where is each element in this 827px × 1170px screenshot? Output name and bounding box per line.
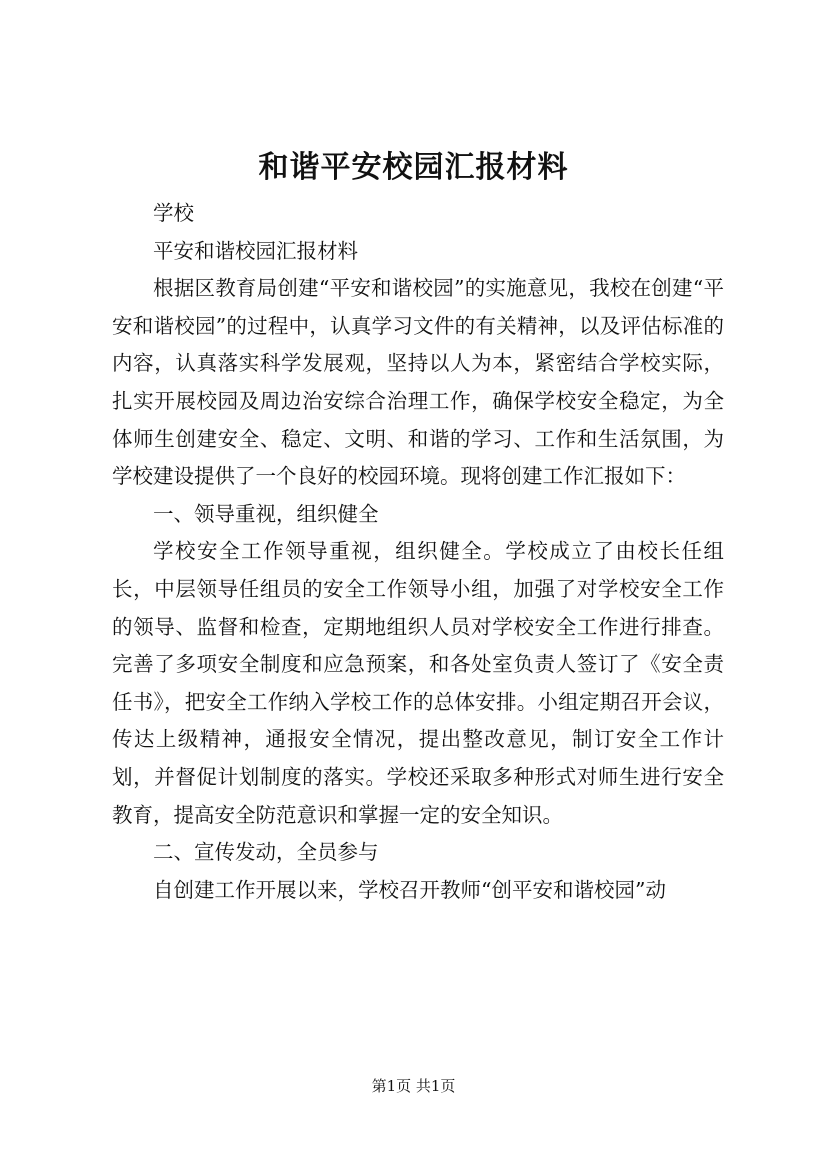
paragraph-subtitle: 平安和谐校园汇报材料	[153, 238, 358, 263]
page-footer: 第1页 共1页	[371, 1077, 456, 1095]
paragraph-intro: 根据区教育局创建“平安和谐校园”的实施意见，我校在创建“平安和谐校园”的过程中，认真学习文件的有关精神，以及评估标准的内容，认真落实科学发展观，坚持以人为本，紧密结合学校实际，扎实开展校园及周边治安综合治理工作，确保学校安全稳定，为全体师生创建安全、稳定、文明、和谐的学习、工作和生活氛围，为学校建设提供了一个良好的校园环境。现将创建工作汇报如下：	[112, 276, 724, 489]
document-title: 和谐平安校园汇报材料	[258, 150, 569, 185]
document-body	[112, 195, 724, 909]
paragraph-school: 学校	[153, 201, 194, 225]
section-heading-1: 一、领导重视，组织健全	[153, 501, 379, 526]
paragraph-section-1: 学校安全工作领导重视，组织健全。学校成立了由校长任组长，中层领导任组员的安全工作领导小组，加强了对学校安全工作的领导、监督和检查，定期地组织人员对学校安全工作进行排查。完善了多项安全制度和应急预案，和各处室负责人签订了《安全责任书》，把安全工作纳入学校工作的总体安排。小组定期召开会议，传达上级精神，通报安全情况，提出整改意见，制订安全工作计划，并督促计划制度的落实。学校还采取多种形式对师生进行安全教育，提高安全防范意识和掌握一定的安全知识。	[112, 539, 724, 827]
paragraph-section-2: 自创建工作开展以来，学校召开教师“创平安和谐校园”动	[153, 877, 666, 902]
section-heading-2: 二、宣传发动，全员参与	[153, 840, 379, 865]
